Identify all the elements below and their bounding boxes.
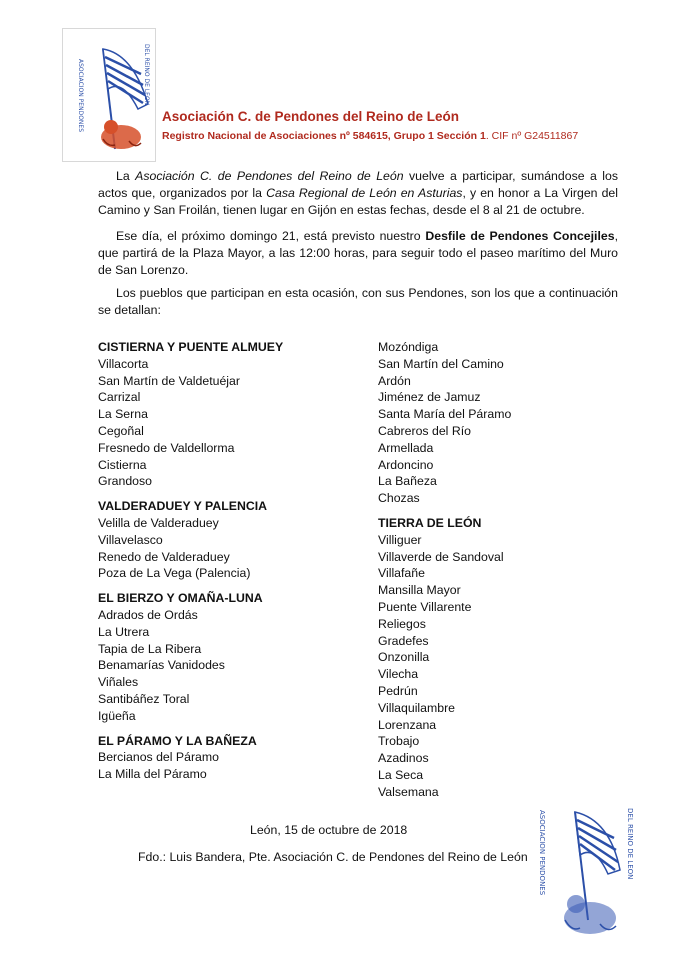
town-name: Velilla de Valderaduey [98, 515, 219, 530]
towns-column-right [378, 339, 511, 809]
town-name: Grandoso [98, 474, 153, 489]
town-name: Renedo de Valderaduey [98, 549, 230, 564]
town-name: Villaverde de Sandoval [378, 549, 504, 564]
town-name: La Bañeza [378, 474, 437, 489]
town-name: Adrados de Ordás [98, 607, 198, 622]
logo-text-side: DEL REINO DE LEON [143, 44, 150, 106]
pendon-lion-icon [63, 29, 155, 161]
text-span: La [116, 169, 136, 183]
town-name: Puente Villarente [378, 599, 472, 614]
stamp-text-top: ASOCIACION PENDONES [538, 810, 546, 896]
town-name: Ardoncino [378, 457, 434, 472]
signature-line: Fdo.: Luis Bandera, Pte. Asociación C. de Pendones del Reino de León [138, 850, 528, 864]
town-name: Armellada [378, 440, 434, 455]
town-name: Azadinos [378, 751, 429, 766]
paragraph-parade [98, 228, 618, 279]
registry-number: Registro Nacional de Asociaciones nº 584615, Grupo 1 Sección 1 [162, 130, 486, 142]
town-name: Valsemana [378, 784, 439, 799]
town-name: La Utrera [98, 624, 150, 639]
town-name: Mansilla Mayor [378, 583, 461, 598]
town-name: Cabreros del Río [378, 423, 471, 438]
town-name: Tapia de La Ribera [98, 641, 202, 656]
text-span: Ese día, el próximo domingo 21, está previsto nuestro [116, 229, 426, 243]
town-name: Poza de La Vega (Palencia) [98, 566, 251, 581]
text-span: vuelve a participar, sumándose a los actos que, organizados por la [98, 169, 618, 200]
cif-number: . CIF nº G24511867 [485, 130, 579, 142]
text-span: , que partirá de la Plaza Mayor, a las 12:00 horas, para seguir todo el paseo marítimo del Muro de San Lorenzo. [98, 229, 618, 277]
town-name: Lorenzana [378, 717, 437, 732]
town-name: Cegoñal [98, 423, 144, 438]
org-name: Asociación C. de Pendones del Reino de León [162, 109, 460, 124]
town-name: Bercianos del Páramo [98, 750, 219, 765]
org-registry [162, 129, 578, 143]
town-name: Chozas [378, 491, 420, 506]
town-name: Villafañe [378, 566, 425, 581]
region-group [98, 498, 283, 582]
town-name: Mozóndiga [378, 340, 439, 354]
town-name: Gradefes [378, 633, 429, 648]
town-name: La Milla del Páramo [98, 767, 207, 782]
region-group [98, 339, 283, 490]
town-name: Onzonilla [378, 650, 430, 665]
parade-name-bold: Desfile de Pendones Concejiles [425, 229, 615, 243]
town-name: Benamarías Vanidodes [98, 658, 225, 673]
document-date: León, 15 de octubre de 2018 [250, 823, 408, 837]
town-name: Trobajo [378, 734, 420, 749]
association-stamp [520, 800, 640, 945]
town-name: San Martín de Valdetuéjar [98, 373, 240, 388]
town-name: Villacorta [98, 356, 149, 371]
town-name: Ardón [378, 373, 411, 388]
town-name: Igüeña [98, 708, 136, 723]
town-name: Santa María del Páramo [378, 407, 512, 422]
region-group [98, 733, 283, 783]
town-name: Santibáñez Toral [98, 691, 190, 706]
stamp-pendon-lion-icon [520, 800, 640, 945]
region-group [378, 339, 511, 507]
town-name: Pedrún [378, 683, 418, 698]
paragraph-towns-intro: Los pueblos que participan en esta ocasión, con sus Pendones, son los que a continuación se detallan: [98, 286, 618, 317]
casa-regional-italic: Casa Regional de León en Asturias [266, 186, 463, 200]
town-name: Viñales [98, 675, 139, 690]
towns-column-left [98, 339, 283, 791]
town-name: Reliegos [378, 616, 426, 631]
region-heading: CISTIERNA Y PUENTE ALMUEY [98, 340, 284, 354]
town-name: Carrizal [98, 390, 141, 405]
town-name: La Seca [378, 767, 424, 782]
association-name-italic: Asociación C. de Pendones del Reino de León [135, 169, 404, 183]
letterhead [162, 108, 578, 143]
town-name: Jiménez de Jamuz [378, 390, 481, 405]
town-name: Cistierna [98, 457, 147, 472]
region-heading: TIERRA DE LEÓN [378, 515, 482, 530]
town-name: La Serna [98, 407, 148, 422]
logo-text-top: ASOCIACION PENDONES [77, 59, 84, 132]
town-name: Villiguer [378, 532, 422, 547]
text-span: , y en honor a La Virgen del Camino y San Froilán, tienen lugar en Gijón en estas fechas, desde el 8 al 21 de octubre. [98, 186, 618, 217]
association-logo [62, 28, 156, 162]
town-name: San Martín del Camino [378, 356, 504, 371]
paragraph-intro [98, 168, 618, 219]
region-heading: VALDERADUEY Y PALENCIA [98, 499, 267, 514]
region-heading: EL BIERZO Y OMAÑA-LUNA [98, 591, 263, 606]
town-name: Villaquilambre [378, 700, 456, 715]
town-name: Vilecha [378, 667, 419, 682]
town-name: Fresnedo de Valdellorma [98, 440, 235, 455]
stamp-text-side: DEL REINO DE LEON [626, 808, 634, 880]
town-name: Villavelasco [98, 532, 163, 547]
region-group [98, 590, 283, 724]
region-heading: EL PÁRAMO Y LA BAÑEZA [98, 733, 257, 748]
region-group [378, 515, 511, 801]
